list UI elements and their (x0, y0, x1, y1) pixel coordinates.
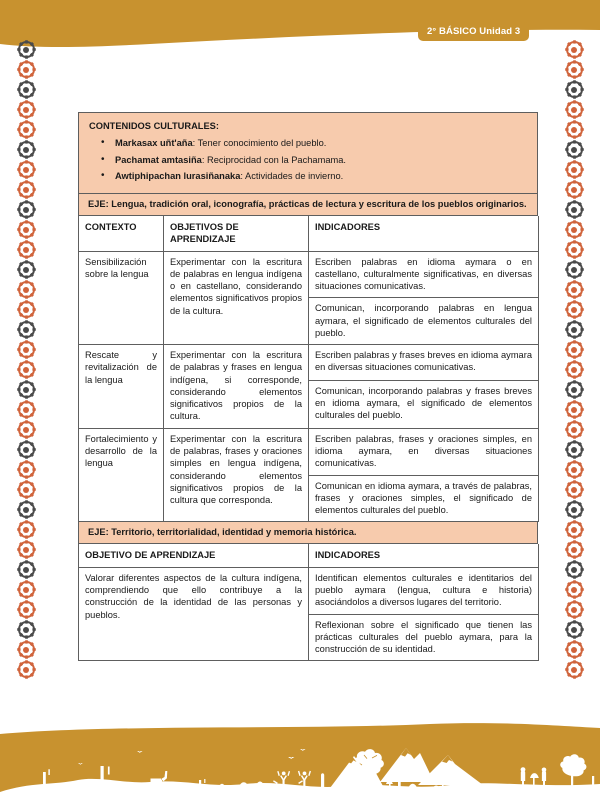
medallion-icon (565, 340, 584, 359)
medallion-icon (565, 620, 584, 639)
table-row (79, 251, 539, 298)
medallion-icon (565, 440, 584, 459)
altiplano-illustration (0, 722, 600, 800)
medallion-icon (17, 460, 36, 479)
medallion-petals-icon (17, 80, 36, 99)
medallion-petals-icon (565, 80, 584, 99)
medallion-petals-icon (565, 600, 584, 619)
medallion-icon (565, 640, 584, 659)
medallion-petals-icon (17, 340, 36, 359)
cultural-contents-box (78, 112, 538, 194)
cultural-definition: : Actividades de invierno. (240, 171, 344, 182)
cultural-term: Awtiphipachan lurasiñanaka (115, 171, 241, 182)
table-row (79, 345, 539, 380)
medallion-petals-icon (565, 520, 584, 539)
medallion-icon (17, 60, 36, 79)
medallion-icon (565, 460, 584, 479)
medallion-icon (565, 100, 584, 119)
table-row (79, 567, 539, 614)
medallion-petals-icon (17, 440, 36, 459)
medallion-petals-icon (17, 260, 36, 279)
medallion-petals-icon (565, 620, 584, 639)
medallion-icon (17, 160, 36, 179)
cultural-definition: : Reciprocidad con la Pachamama. (201, 154, 347, 165)
medallion-icon (565, 200, 584, 219)
medallion-petals-icon (17, 240, 36, 259)
medallion-petals-icon (17, 520, 36, 539)
medallion-icon (565, 160, 584, 179)
medallion-icon (17, 440, 36, 459)
cell-indicador: Comunican en idioma aymara, a través de palabras, frases y oraciones simples, el significado de elementos culturales del pueblo. (309, 475, 539, 522)
cell-objetivo: Valorar diferentes aspectos de la cultura indígena, comprendiendo que ello contribuye a la construcción de la identidad de las personas y pueblos. (79, 567, 309, 661)
medallion-icon (17, 600, 36, 619)
cell-indicador: Escriben palabras y frases breves en idioma aymara en diversas situaciones comunicativas. (309, 345, 539, 380)
medallion-icon (17, 120, 36, 139)
medallion-petals-icon (17, 420, 36, 439)
medallion-petals-icon (565, 480, 584, 499)
medallion-icon (565, 320, 584, 339)
medallion-icon (17, 380, 36, 399)
medallion-icon (565, 300, 584, 319)
medallion-petals-icon (17, 400, 36, 419)
medallion-petals-icon (565, 340, 584, 359)
medallion-petals-icon (17, 220, 36, 239)
medallion-icon (565, 520, 584, 539)
cell-objetivo: Experimentar con la escritura de palabras y frases en lengua indígena, si corresponde, considerando elementos significativos propios de la cultura. (164, 345, 309, 429)
medallion-petals-icon (17, 100, 36, 119)
left-decorative-strip (13, 40, 39, 740)
medallion-petals-icon (17, 120, 36, 139)
medallion-icon (17, 240, 36, 259)
eje-territorio-table (78, 544, 539, 661)
medallion-petals-icon (565, 440, 584, 459)
cultural-definition: : Tener conocimiento del pueblo. (192, 138, 327, 148)
cell-indicador: Identifican elementos culturales e identitarios del pueblo aymara (lengua, cultura e historia) asociándolos a diversos lugares del territorio. (309, 567, 539, 614)
medallion-icon (565, 220, 584, 239)
medallion-icon (17, 140, 36, 159)
column-header-indicadores: INDICADORES (309, 216, 539, 251)
medallion-icon (565, 660, 584, 679)
medallion-icon (565, 140, 584, 159)
medallion-petals-icon (17, 540, 36, 559)
medallion-petals-icon (565, 560, 584, 579)
medallion-petals-icon (565, 660, 584, 679)
medallion-icon (565, 80, 584, 99)
medallion-icon (17, 580, 36, 599)
medallion-icon (565, 260, 584, 279)
cell-contexto: Rescate y revitalización de la lengua (79, 345, 164, 429)
medallion-petals-icon (565, 100, 584, 119)
medallion-icon (565, 380, 584, 399)
column-header-contexto: CONTEXTO (79, 216, 164, 251)
table-row (79, 428, 539, 475)
medallion-icon (565, 400, 584, 419)
medallion-petals-icon (17, 480, 36, 499)
medallion-petals-icon (565, 380, 584, 399)
medallion-petals-icon (565, 640, 584, 659)
list-item (89, 171, 527, 183)
medallion-icon (565, 60, 584, 79)
medallion-icon (17, 640, 36, 659)
medallion-petals-icon (565, 260, 584, 279)
medallion-icon (565, 180, 584, 199)
cell-indicador: Comunican, incorporando palabras y frases breves en idioma aymara, el significado de elementos culturales del pueblo. (309, 380, 539, 428)
medallion-icon (17, 320, 36, 339)
unit-tab-badge: 2° BÁSICO Unidad 3 (418, 22, 529, 41)
eje-band-lengua: EJE: Lengua, tradición oral, iconografía, prácticas de lectura y escritura de los pueblos originarios. (78, 194, 538, 216)
cultural-contents-title: CONTENIDOS CULTURALES: (89, 121, 219, 131)
cell-objetivo: Experimentar con la escritura de palabras en lengua indígena o en castellano, considerando elementos significativos propios de la cultura. (164, 251, 309, 345)
medallion-petals-icon (565, 400, 584, 419)
medallion-petals-icon (565, 180, 584, 199)
medallion-petals-icon (565, 420, 584, 439)
medallion-icon (17, 340, 36, 359)
medallion-icon (17, 480, 36, 499)
medallion-petals-icon (565, 200, 584, 219)
medallion-icon (565, 40, 584, 59)
medallion-petals-icon (565, 120, 584, 139)
medallion-petals-icon (17, 360, 36, 379)
cultural-term: Markasax uñt'aña (115, 138, 193, 148)
medallion-petals-icon (565, 540, 584, 559)
medallion-petals-icon (17, 160, 36, 179)
medallion-icon (565, 500, 584, 519)
medallion-petals-icon (565, 580, 584, 599)
medallion-petals-icon (565, 280, 584, 299)
medallion-icon (17, 180, 36, 199)
medallion-petals-icon (17, 140, 36, 159)
medallion-icon (565, 120, 584, 139)
medallion-icon (565, 360, 584, 379)
column-header-objetivos: OBJETIVOS DE APRENDIZAJE (164, 216, 309, 251)
medallion-icon (565, 540, 584, 559)
medallion-icon (17, 100, 36, 119)
medallion-petals-icon (17, 320, 36, 339)
medallion-icon (565, 420, 584, 439)
medallion-petals-icon (17, 560, 36, 579)
table-header-row (79, 216, 539, 251)
medallion-icon (17, 220, 36, 239)
table-header-row (79, 544, 539, 567)
medallion-petals-icon (17, 620, 36, 639)
medallion-icon (17, 620, 36, 639)
medallion-icon (17, 200, 36, 219)
medallion-petals-icon (17, 300, 36, 319)
medallion-icon (565, 240, 584, 259)
list-item (89, 155, 527, 167)
medallion-petals-icon (17, 380, 36, 399)
medallion-petals-icon (565, 220, 584, 239)
medallion-petals-icon (565, 500, 584, 519)
medallion-icon (17, 80, 36, 99)
medallion-petals-icon (565, 140, 584, 159)
medallion-petals-icon (17, 40, 36, 59)
medallion-petals-icon (565, 40, 584, 59)
medallion-icon (17, 280, 36, 299)
medallion-petals-icon (17, 600, 36, 619)
medallion-icon (565, 580, 584, 599)
right-decorative-strip (561, 40, 587, 740)
cultural-term: Pachamat amtasiña (115, 154, 202, 165)
medallion-icon (17, 260, 36, 279)
cultural-contents-list (89, 138, 527, 183)
medallion-petals-icon (565, 160, 584, 179)
medallion-petals-icon (565, 360, 584, 379)
medallion-icon (17, 40, 36, 59)
medallion-petals-icon (17, 60, 36, 79)
medallion-icon (565, 280, 584, 299)
medallion-petals-icon (17, 500, 36, 519)
medallion-petals-icon (17, 460, 36, 479)
medallion-petals-icon (565, 320, 584, 339)
medallion-icon (17, 300, 36, 319)
medallion-icon (17, 360, 36, 379)
medallion-icon (17, 400, 36, 419)
medallion-petals-icon (565, 60, 584, 79)
medallion-petals-icon (17, 280, 36, 299)
medallion-petals-icon (17, 640, 36, 659)
column-header-objetivo: OBJETIVO DE APRENDIZAJE (79, 544, 309, 567)
medallion-petals-icon (17, 660, 36, 679)
column-header-indicadores: INDICADORES (309, 544, 539, 567)
medallion-petals-icon (565, 460, 584, 479)
cell-objetivo: Experimentar con la escritura de palabras, frases y oraciones simples en lengua indígena, considerando elementos significativos propios de la cultura que corresponda. (164, 428, 309, 522)
cell-indicador: Reflexionan sobre el significado que tienen las prácticas culturales del pueblo aymara, para la construcción de su identidad. (309, 614, 539, 661)
medallion-petals-icon (17, 580, 36, 599)
cell-contexto: Sensibilización sobre la lengua (79, 251, 164, 345)
cell-indicador: Escriben palabras, frases y oraciones simples, en idioma aymara, en diversas situaciones comunicativas. (309, 428, 539, 475)
medallion-icon (17, 560, 36, 579)
medallion-icon (17, 660, 36, 679)
medallion-petals-icon (17, 180, 36, 199)
medallion-icon (17, 520, 36, 539)
medallion-petals-icon (565, 240, 584, 259)
medallion-petals-icon (17, 200, 36, 219)
medallion-icon (565, 600, 584, 619)
medallion-petals-icon (565, 300, 584, 319)
medallion-icon (17, 420, 36, 439)
eje-band-territorio: EJE: Territorio, territorialidad, identidad y memoria histórica. (78, 522, 538, 544)
list-item (89, 138, 527, 150)
medallion-icon (17, 540, 36, 559)
eje-lengua-table (78, 216, 539, 522)
cell-indicador: Escriben palabras en idioma aymara o en castellano, culturalmente significativas, en diversas situaciones comunicativas. (309, 251, 539, 298)
medallion-icon (17, 500, 36, 519)
medallion-icon (565, 560, 584, 579)
document-content (78, 112, 538, 661)
cell-indicador: Comunican, incorporando palabras en lengua aymara, el significado de elementos culturales del pueblo. (309, 298, 539, 345)
cell-contexto: Fortalecimiento y desarrollo de la lengua (79, 428, 164, 522)
medallion-icon (565, 480, 584, 499)
